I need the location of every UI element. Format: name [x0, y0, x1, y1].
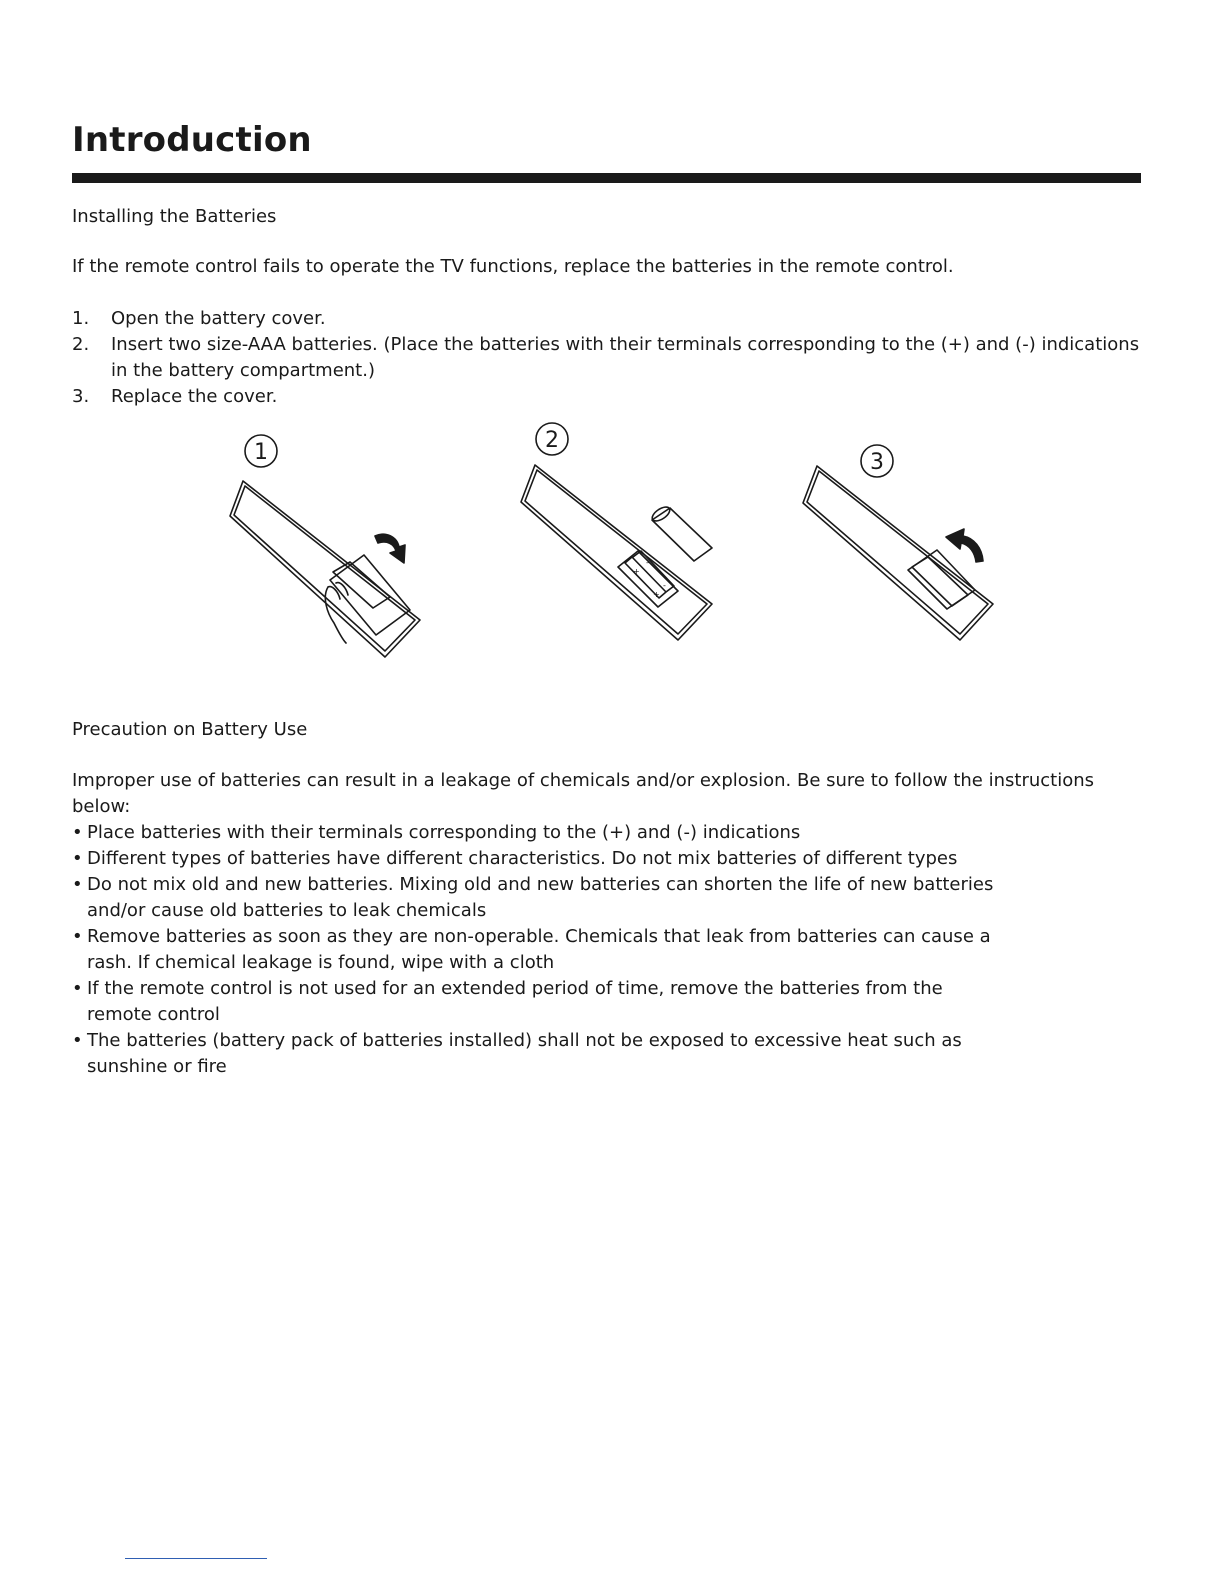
curved-arrow-up-icon [946, 529, 983, 562]
precaution-item-text: • Different types of batteries have different characteristics. Do not mix batteries of different types [87, 848, 958, 869]
step-number: 1. [72, 308, 90, 329]
step-number: 2. [72, 334, 90, 355]
remote-body-icon [230, 481, 420, 657]
precaution-item-text: • Place batteries with their terminals corresponding to the (+) and (-) indications [87, 822, 801, 843]
page-title: Introduction [72, 120, 312, 160]
step-1-illustration [230, 435, 420, 657]
step-1-label: 1 [254, 440, 268, 465]
step-2-illustration [521, 423, 712, 640]
battery-plus-mark: + [633, 567, 640, 576]
step-text: Open the battery cover. [111, 308, 326, 329]
installing-intro-text: If the remote control fails to operate the TV functions, replace the batteries in the remote control. [72, 256, 954, 277]
remote-body-icon [521, 465, 712, 640]
remote-body-icon [803, 466, 993, 640]
battery-minus-mark: - [663, 581, 666, 590]
step-item [72, 332, 1152, 384]
step-item [72, 384, 1152, 410]
list-item [72, 846, 1152, 872]
installation-steps [72, 306, 1152, 410]
step-text: Insert two size-AAA batteries. (Place the batteries with their terminals corresponding to the (+) and (-) indications in the battery compartment.) [111, 334, 1140, 381]
precaution-item-text: • Remove batteries as soon as they are non-operable. Chemicals that leak from batteries can cause a rash. If chemical leakage is found, wipe with a cloth [87, 926, 991, 973]
battery-minus-mark: - [646, 558, 649, 567]
list-item [72, 1028, 1043, 1080]
list-item [72, 924, 1003, 976]
precaution-item-text: • The batteries (battery pack of batteries installed) shall not be exposed to excessive heat such as sunshine or fire [87, 1030, 962, 1077]
step-item [72, 306, 1152, 332]
step-3-illustration [803, 445, 993, 640]
precaution-heading: Precaution on Battery Use [72, 719, 308, 740]
step-text: Replace the cover. [111, 386, 278, 407]
list-item [72, 872, 1003, 924]
step-3-label: 3 [870, 450, 884, 475]
list-item [72, 976, 1013, 1028]
step-number: 3. [72, 386, 90, 407]
battery-installation-illustration [200, 415, 1020, 670]
battery-plus-mark: + [653, 590, 660, 599]
footer-line [125, 1558, 267, 1559]
installing-batteries-heading: Installing the Batteries [72, 206, 277, 227]
precaution-item-text: • Do not mix old and new batteries. Mixing old and new batteries can shorten the life of new batteries and/or cause old batteries to leak chemicals [87, 874, 994, 921]
loose-battery-icon [652, 508, 712, 561]
remote-inner-edge [525, 470, 707, 634]
list-item [72, 820, 1152, 846]
battery-compartment-icon [908, 550, 975, 609]
step-2-label: 2 [545, 428, 559, 453]
remote-inner-edge [807, 471, 988, 634]
title-divider [72, 173, 1141, 183]
precaution-intro-text: Improper use of batteries can result in a leakage of chemicals and/or explosion. Be sure to follow the instructions below: [72, 770, 1095, 817]
precaution-list [72, 820, 1152, 1080]
precaution-item-text: • If the remote control is not used for an extended period of time, remove the batteries from the remote control [87, 978, 943, 1025]
curved-arrow-down-icon [375, 534, 405, 563]
